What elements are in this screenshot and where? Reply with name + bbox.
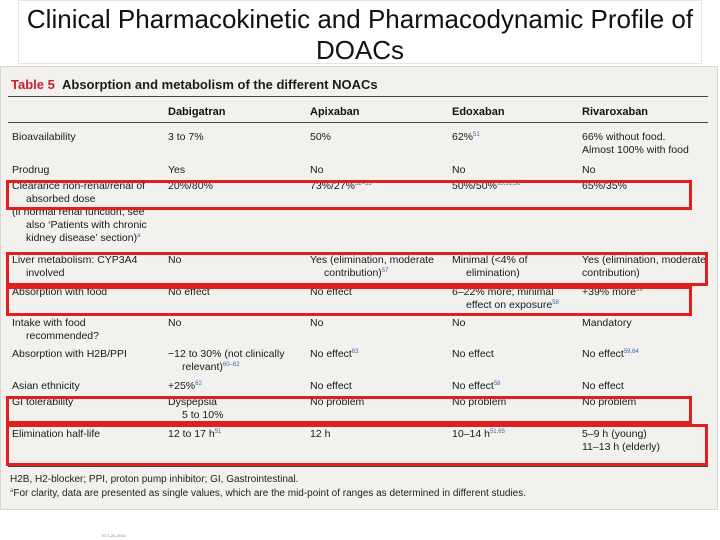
reference-marker: 51,65 xyxy=(489,429,505,435)
reference-marker: 63 xyxy=(351,349,359,355)
cell-line: 65%/35% xyxy=(582,180,627,192)
row-label-line: absorbed dose xyxy=(26,193,96,205)
cell-line: No effect$^{59,64}$ xyxy=(582,348,639,360)
table-caption xyxy=(11,77,378,92)
cell-edoxaban xyxy=(452,131,480,144)
cell-edoxaban xyxy=(452,348,494,361)
cell-dabigatran xyxy=(168,286,210,299)
row-label-line: Absorption with food xyxy=(12,286,108,298)
column-header-edoxaban: Edoxaban xyxy=(452,106,505,118)
row-label-line: Prodrug xyxy=(12,164,50,176)
cell-apixaban xyxy=(310,131,331,144)
reference-marker: 58 xyxy=(493,381,501,387)
cell-line: 62%$^{51}$ xyxy=(452,131,480,143)
cell-dabigatran xyxy=(168,348,284,374)
cell-apixaban xyxy=(310,428,330,441)
cell-line: No problem xyxy=(582,396,637,408)
cell-line: contribution)$^{57}$ xyxy=(324,267,389,279)
cell-line: 12 to 17 $h^{51}$ xyxy=(168,428,222,440)
cell-edoxaban xyxy=(452,380,501,393)
cell-edoxaban xyxy=(452,428,505,441)
cell-rivaroxaban xyxy=(582,380,624,393)
reference-marker: 58 xyxy=(552,300,559,306)
cell-line: Dyspepsia xyxy=(168,396,218,408)
cell-line: Minimal (<4% of xyxy=(452,254,528,266)
cell-line: No effect xyxy=(310,286,352,298)
cell-apixaban xyxy=(310,348,359,361)
cell-dabigatran xyxy=(168,317,181,330)
slide-title-line-1: Clinical Pharmacokinetic and Pharmacodynamic Profile of xyxy=(26,4,694,34)
cell-apixaban xyxy=(310,396,364,409)
cell-edoxaban xyxy=(452,164,465,177)
cell-line: No xyxy=(168,317,182,329)
row-label-line: Intake with food xyxy=(12,317,86,329)
row-label xyxy=(12,428,100,441)
cell-apixaban xyxy=(310,254,434,280)
cell-line: No xyxy=(310,317,324,329)
cell-edoxaban xyxy=(452,286,559,312)
cell-line: 50% xyxy=(310,131,332,143)
table-header-rule xyxy=(8,122,708,123)
cell-line: Yes (elimination, moderate xyxy=(310,254,434,266)
row-label xyxy=(12,254,137,280)
cell-line: No effect xyxy=(310,380,352,392)
column-header-dabigatran: Dabigatran xyxy=(168,106,226,118)
cell-edoxaban xyxy=(452,254,528,280)
cell-line: Almost 100% with food xyxy=(582,144,689,156)
cell-line: elimination) xyxy=(466,267,520,279)
reference-marker: 51 xyxy=(473,132,480,138)
cell-rivaroxaban xyxy=(582,348,639,361)
cell-line: Yes xyxy=(168,164,186,176)
row-label-line: Asian ethnicity xyxy=(12,380,80,392)
table-caption-text: Absorption and metabolism of the different NOACs xyxy=(61,77,378,92)
table-footnote-abbreviations: H2B, H2-blocker; PPI, proton pump inhibitor; GI, Gastrointestinal. xyxy=(10,474,299,485)
table-top-rule xyxy=(8,96,708,97)
row-label-line: recommended? xyxy=(26,330,99,342)
row-label-line: Liver metabolism: CYP3A4 xyxy=(12,254,138,266)
cell-line: No xyxy=(310,164,324,176)
reference-marker: 62 xyxy=(195,381,202,387)
cell-apixaban xyxy=(310,164,323,177)
cell-line: +25%$^{62}$ xyxy=(168,380,202,392)
cell-rivaroxaban xyxy=(582,317,632,330)
cell-line: 66% without food. xyxy=(582,131,666,143)
reference-marker: 59,64 xyxy=(623,349,639,355)
reference-marker: 35,51,56 xyxy=(496,181,521,187)
table-bottom-rule xyxy=(8,466,708,467)
cell-line: 6–22% more; minimal xyxy=(452,286,554,298)
cell-line: 3 to 7% xyxy=(168,131,204,143)
cell-line: relevant)$^{60-62}$ xyxy=(182,361,240,373)
cell-line: contribution) xyxy=(582,267,640,279)
cell-dabigatran xyxy=(168,180,213,193)
row-label-line: involved xyxy=(26,267,65,279)
reference-marker: 52–55 xyxy=(354,181,372,187)
row-label xyxy=(12,131,76,144)
reference-marker: 51 xyxy=(214,429,222,435)
row-label xyxy=(12,348,127,361)
row-label-line: Elimination half-life xyxy=(12,428,101,440)
cell-line: No xyxy=(452,164,466,176)
cell-apixaban xyxy=(310,380,352,393)
cell-line: Mandatory xyxy=(582,317,632,329)
cell-dabigatran xyxy=(168,131,204,144)
cell-line: 11–13 h (elderly) xyxy=(582,441,661,453)
row-label xyxy=(12,180,147,245)
reference-marker: a xyxy=(137,233,141,239)
cell-apixaban xyxy=(310,286,352,299)
cell-line: 5 to 10% xyxy=(182,409,224,421)
cell-line: No effect xyxy=(582,380,624,392)
cell-line: No effect$^{63}$ xyxy=(310,348,359,360)
cell-line: No effect xyxy=(168,286,210,298)
cell-line: 5–9 h (young) xyxy=(582,428,647,440)
cell-line: 20%/80% xyxy=(168,180,213,192)
reference-marker: 57 xyxy=(381,268,389,274)
cell-apixaban xyxy=(310,180,372,193)
cell-line: No xyxy=(452,317,466,329)
row-label xyxy=(12,380,80,393)
cell-line: No problem xyxy=(452,396,507,408)
cell-rivaroxaban xyxy=(582,180,627,193)
cell-dabigatran xyxy=(168,254,181,267)
cell-line: No effect$^{58}$ xyxy=(452,380,501,392)
row-label-line: Clearance non-renal/renal of xyxy=(12,180,146,192)
cell-edoxaban xyxy=(452,396,506,409)
slide-title xyxy=(18,4,702,66)
row-label-line: (if normal renal function; see xyxy=(12,206,145,218)
table-number: Table 5 xyxy=(11,77,55,92)
cell-apixaban xyxy=(310,317,323,330)
cell-line: No effect xyxy=(452,348,494,360)
cell-rivaroxaban xyxy=(582,164,595,177)
reference-marker: 60–62 xyxy=(222,362,240,368)
slide-footer-tag: IG 1-26-2015 xyxy=(102,533,126,538)
cell-rivaroxaban xyxy=(582,396,636,409)
cell-rivaroxaban xyxy=(582,254,706,280)
cell-line: Yes (elimination, moderate xyxy=(582,254,706,266)
row-label-line: GI tolerability xyxy=(12,396,74,408)
row-label-line: also ‘Patients with chronic xyxy=(26,219,147,231)
cell-line: effect on exposure$^{58}$ xyxy=(466,299,559,311)
footnote-clarity-text: For clarity, data are presented as single values, which are the mid-point of ranges as determined in different studies. xyxy=(13,488,527,499)
row-label xyxy=(12,286,107,299)
cell-rivaroxaban xyxy=(582,131,689,157)
column-header-rivaroxaban: Rivaroxaban xyxy=(582,106,649,118)
row-label-line: Absorption with H2B/PPI xyxy=(12,348,127,360)
row-label-line: Bioavailability xyxy=(12,131,76,143)
cell-line: −12 to 30% (not clinically xyxy=(168,348,285,360)
footnote-marker: a xyxy=(10,488,14,494)
cell-rivaroxaban xyxy=(582,428,660,454)
row-label xyxy=(12,164,49,177)
row-label-line: kidney disease’ section)$^a$ xyxy=(26,232,141,244)
cell-line: 73%/27%$^{52-55}$ xyxy=(310,180,372,192)
cell-dabigatran xyxy=(168,380,202,393)
column-header-apixaban: Apixaban xyxy=(310,106,360,118)
cell-edoxaban xyxy=(452,317,465,330)
cell-edoxaban xyxy=(452,180,520,193)
cell-dabigatran xyxy=(168,164,185,177)
cell-rivaroxaban xyxy=(582,286,643,299)
cell-line: No problem xyxy=(310,396,365,408)
row-label xyxy=(12,396,73,409)
cell-line: +39% more$^{59}$ xyxy=(582,286,643,298)
reference-marker: 59 xyxy=(636,287,643,293)
cell-line: 50%/50%$^{35,51,56}$ xyxy=(452,180,521,192)
cell-line: 12 h xyxy=(310,428,331,440)
cell-dabigatran xyxy=(168,428,221,441)
cell-line: 10–14 $h^{51,65}$ xyxy=(452,428,505,440)
table-footnote-clarity xyxy=(10,488,526,499)
row-label xyxy=(12,317,99,343)
slide-title-line-2: DOACs xyxy=(315,35,405,65)
cell-dabigatran xyxy=(168,396,223,422)
cell-line: No xyxy=(582,164,596,176)
cell-line: No xyxy=(168,254,182,266)
